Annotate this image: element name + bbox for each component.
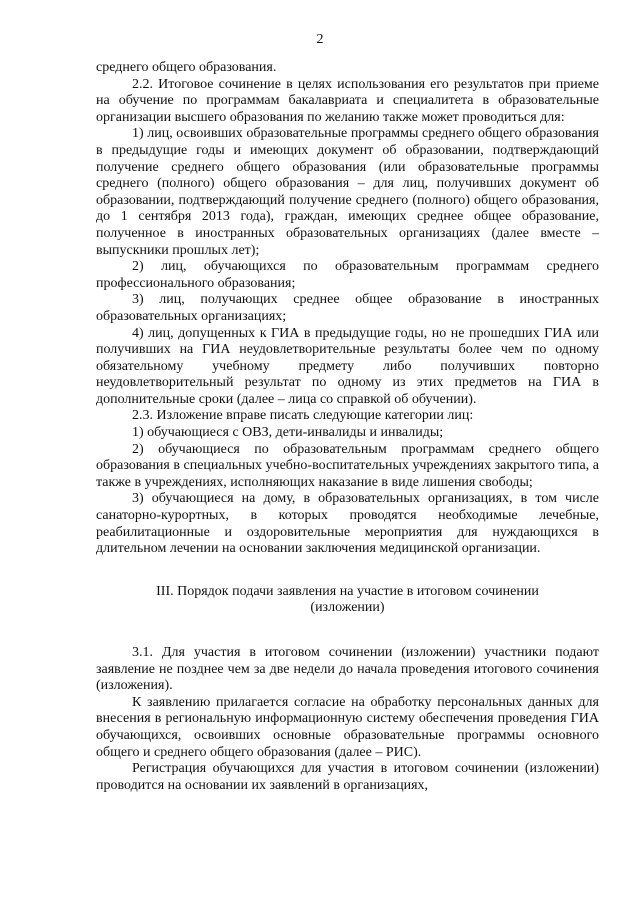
paragraph-continuation: среднего общего образования. bbox=[96, 60, 277, 75]
list-item-2-2-2: 2) лиц, обучающихся по образовательным программам среднего профессионального образования; bbox=[96, 259, 599, 291]
paragraph-2-3: 2.3. Изложение вправе писать следующие категории лиц: bbox=[132, 408, 474, 424]
paragraph-2-2: 2.2. Итоговое сочинение в целях использования его результатов при приеме на обучение по программам бакалавриата и специалитета в образовательные организации высшего образования по желанию также может проводиться для: bbox=[96, 76, 599, 125]
paragraph-registration: Регистрация обучающихся для участия в итоговом сочинении (изложении) проводится на основании их заявлений в организациях, bbox=[96, 761, 599, 793]
document-body bbox=[96, 60, 599, 794]
list-item-2-2-3: 3) лиц, получающих среднее общее образование в иностранных образовательных организациях; bbox=[96, 292, 599, 324]
list-item-2-3-2: 2) обучающиеся по образовательным программам среднего общего образования в специальных учебно-воспитательных учреждениях закрытого типа, а также в учреждениях, исполняющих наказание в виде лишения свободы; bbox=[96, 441, 599, 490]
section-heading bbox=[96, 584, 599, 617]
list-item-2-2-1: 1) лиц, освоивших образовательные программы среднего общего образования в предыдущие годы и имеющих документ об образовании, подтверждающий получение среднего общего образования (или образовательные программы среднего (полного) общего образования – для лиц, получивших документ об образовании, подтверждающий получение среднего (полного) общего образования, до 1 сентября 2013 года), граждан, имеющих среднее общее образование, полученное в иностранных образовательных организациях (далее вместе – выпускники прошлых лет); bbox=[96, 126, 599, 258]
list-item-2-3-1: 1) обучающиеся с ОВЗ, дети-инвалиды и инвалиды; bbox=[132, 425, 444, 441]
page-number: 2 bbox=[316, 32, 324, 47]
paragraph-3-1: 3.1. Для участия в итоговом сочинении (изложении) участники подают заявление не позднее чем за две недели до начала проведения итогового сочинения (изложения). bbox=[96, 645, 599, 694]
list-item-2-3-3: 3) обучающиеся на дому, в образовательных организациях, в том числе санаторно-курортных, в которых проводятся необходимые лечебные, реабилитационные и оздоровительные мероприятия для нуждающихся в длительном лечении на основании заключения медицинской организации. bbox=[96, 491, 599, 557]
section-heading-line1: III. Порядок подачи заявления на участие в итоговом сочинении bbox=[156, 583, 539, 599]
section-heading-line2: (изложении) bbox=[310, 600, 385, 616]
list-item-2-2-4: 4) лиц, допущенных к ГИА в предыдущие годы, но не прошедших ГИА или получивших на ГИА неудовлетворительные результаты более чем по одному обязательному учебному предмету либо получивших повторно неудовлетворительный результат по одному из этих предметов на ГИА в дополнительные сроки (далее – лица со справкой об обучении). bbox=[96, 325, 599, 407]
paragraph-consent: К заявлению прилагается согласие на обработку персональных данных для внесения в региональную информационную систему обеспечения проведения ГИА обучающихся, освоивших основные образовательные программы основного общего и среднего общего образования (далее – РИС). bbox=[96, 694, 599, 760]
